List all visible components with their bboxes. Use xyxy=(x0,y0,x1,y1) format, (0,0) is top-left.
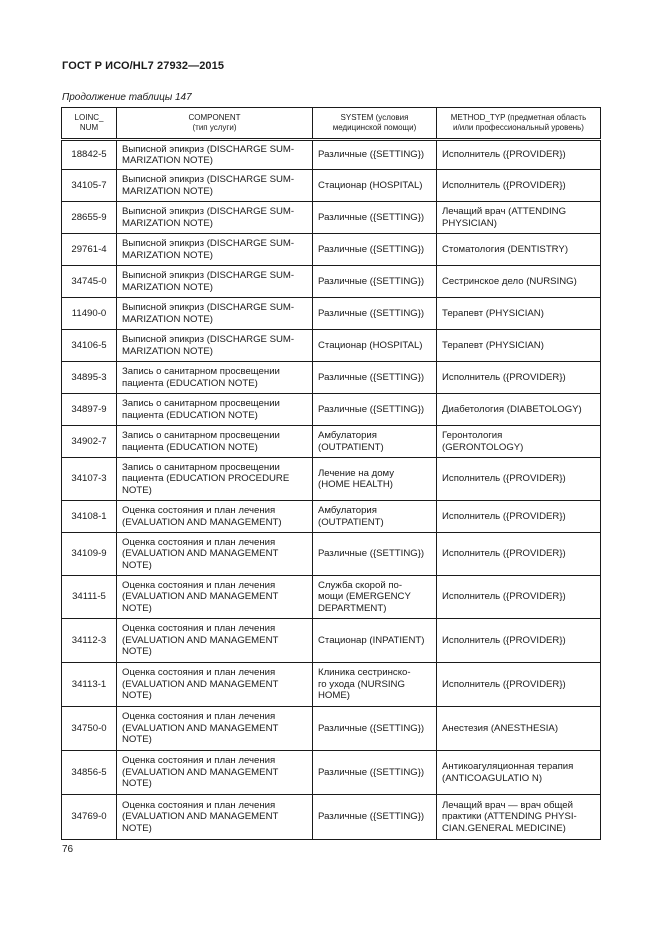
loinc-cell: 34902-7 xyxy=(62,426,117,458)
component-line: Запись о санитарном просвещении xyxy=(122,366,280,377)
method-cell xyxy=(437,362,601,394)
method-line: Геронтология xyxy=(442,430,503,441)
table-row xyxy=(62,619,601,663)
component-line: Оценка состояния и план лечения xyxy=(122,667,276,679)
component-cell xyxy=(117,751,313,795)
loinc-cell: 11490-0 xyxy=(62,298,117,330)
table-caption: Продолжение таблицы 147 xyxy=(62,92,192,103)
table-row xyxy=(62,202,601,234)
system-line: Различные ({SETTING}) xyxy=(318,722,425,734)
system-cell xyxy=(313,663,437,707)
method-line: PHYSICIAN) xyxy=(442,217,497,229)
component-line: Выписной эпикриз (DISCHARGE SUM- xyxy=(122,270,295,281)
method-line: Исполнитель ({PROVIDER}) xyxy=(442,473,566,485)
method-line: Терапевт (PHYSICIAN) xyxy=(442,307,544,319)
table-row xyxy=(62,330,601,362)
system-line: HOME) xyxy=(318,690,350,702)
component-cell xyxy=(117,663,313,707)
system-line: Различные ({SETTING}) xyxy=(318,548,425,560)
table-row xyxy=(62,298,601,330)
loinc-cell: 34897-9 xyxy=(62,394,117,426)
loinc-cell: 34856-5 xyxy=(62,751,117,795)
component-line: Выписной эпикриз (DISCHARGE SUM- xyxy=(122,302,295,313)
table-row xyxy=(62,707,601,751)
system-cell xyxy=(313,619,437,663)
system-cell xyxy=(313,426,437,458)
system-line: (OUTPATIENT) xyxy=(318,516,384,528)
system-line: Стационар (HOSPITAL) xyxy=(318,179,423,191)
method-cell xyxy=(437,202,601,234)
component-cell xyxy=(117,266,313,298)
component-cell xyxy=(117,501,313,533)
system-line: Стационар (INPATIENT) xyxy=(318,634,425,646)
component-line: Выписной эпикриз (DISCHARGE SUM- xyxy=(122,238,295,249)
loinc-cell: 18842-5 xyxy=(62,140,117,170)
component-cell xyxy=(117,330,313,362)
system-cell xyxy=(313,362,437,394)
component-line: MARIZATION NOTE) xyxy=(122,185,213,197)
component-cell xyxy=(117,394,313,426)
loinc-cell: 34769-0 xyxy=(62,795,117,840)
method-line: Стоматология (DENTISTRY) xyxy=(442,243,569,255)
component-cell xyxy=(117,533,313,576)
table-row xyxy=(62,795,601,840)
component-line: (EVALUATION AND MANAGEMENT xyxy=(122,766,279,778)
table-row xyxy=(62,234,601,266)
system-line: мощи (EMERGENCY xyxy=(318,591,411,603)
component-line: Оценка состояния и план лечения xyxy=(122,623,276,635)
method-cell xyxy=(437,576,601,619)
component-cell xyxy=(117,362,313,394)
table-row xyxy=(62,394,601,426)
loinc-cell: 34108-1 xyxy=(62,501,117,533)
component-cell xyxy=(117,458,313,501)
data-table xyxy=(61,107,601,840)
component-line: пациента (EDUCATION PROCEDURE xyxy=(122,473,290,485)
method-line: Лечащий врач — врач общей xyxy=(442,799,573,811)
component-line: MARIZATION NOTE) xyxy=(122,155,213,166)
table-header xyxy=(62,108,601,140)
table-row xyxy=(62,751,601,795)
system-line: Различные ({SETTING}) xyxy=(318,211,425,223)
method-line: Терапевт (PHYSICIAN) xyxy=(442,339,544,351)
component-line: (EVALUATION AND MANAGEMENT xyxy=(122,811,279,823)
component-cell xyxy=(117,426,313,458)
loinc-cell: 34745-0 xyxy=(62,266,117,298)
component-line: (EVALUATION AND MANAGEMENT xyxy=(122,634,279,646)
method-line: Сестринское дело (NURSING) xyxy=(442,275,577,287)
component-line: NOTE) xyxy=(122,690,152,702)
component-line: Выписной эпикриз (DISCHARGE SUM- xyxy=(122,174,295,185)
system-line: Различные ({SETTING}) xyxy=(318,275,425,287)
system-line: Лечение на дому xyxy=(318,467,395,479)
component-line: (EVALUATION AND MANAGEMENT xyxy=(122,722,279,734)
component-cell xyxy=(117,234,313,266)
component-line: Оценка состояния и план лечения xyxy=(122,536,276,548)
method-line: Исполнитель ({PROVIDER}) xyxy=(442,510,566,522)
method-cell xyxy=(437,298,601,330)
loinc-cell: 29761-4 xyxy=(62,234,117,266)
method-cell xyxy=(437,795,601,840)
column-header-component: COMPONENT (тип услуги) xyxy=(117,108,313,140)
system-line: Амбулатория xyxy=(318,505,377,516)
system-line: Амбулатория xyxy=(318,430,377,441)
table-row xyxy=(62,663,601,707)
component-cell xyxy=(117,707,313,751)
column-header-loinc: LOINC_ NUM xyxy=(62,108,117,140)
component-line: MARIZATION NOTE) xyxy=(122,281,213,293)
component-line: MARIZATION NOTE) xyxy=(122,249,213,261)
system-cell xyxy=(313,330,437,362)
system-cell xyxy=(313,751,437,795)
table-row xyxy=(62,426,601,458)
system-cell xyxy=(313,298,437,330)
component-line: Выписной эпикриз (DISCHARGE SUM- xyxy=(122,143,295,155)
table-row xyxy=(62,266,601,298)
table-row xyxy=(62,501,601,533)
system-line: DEPARTMENT) xyxy=(318,602,387,614)
header-row xyxy=(62,108,601,140)
page-number: 76 xyxy=(62,844,74,855)
system-line: Различные ({SETTING}) xyxy=(318,307,425,319)
component-cell xyxy=(117,619,313,663)
system-cell xyxy=(313,170,437,202)
table-row xyxy=(62,533,601,576)
method-line: Исполнитель ({PROVIDER}) xyxy=(442,634,566,646)
method-cell xyxy=(437,663,601,707)
system-cell xyxy=(313,576,437,619)
system-line: го ухода (NURSING xyxy=(318,678,405,690)
loinc-cell: 34107-3 xyxy=(62,458,117,501)
system-cell xyxy=(313,266,437,298)
system-line: Различные ({SETTING}) xyxy=(318,403,425,415)
system-line: Различные ({SETTING}) xyxy=(318,371,425,383)
component-line: NOTE) xyxy=(122,734,152,746)
component-line: Запись о санитарном просвещении xyxy=(122,430,280,441)
component-line: (EVALUATION AND MANAGEMENT xyxy=(122,678,279,690)
component-line: Запись о санитарном просвещении xyxy=(122,461,280,473)
component-line: Запись о санитарном просвещении xyxy=(122,398,280,409)
loinc-cell: 34111-5 xyxy=(62,576,117,619)
method-cell xyxy=(437,501,601,533)
method-line: практики (ATTENDING PHYSI- xyxy=(442,811,577,823)
system-line: Различные ({SETTING}) xyxy=(318,811,425,823)
component-line: Оценка состояния и план лечения xyxy=(122,755,276,767)
component-cell xyxy=(117,576,313,619)
loinc-cell: 34895-3 xyxy=(62,362,117,394)
loinc-cell: 34112-3 xyxy=(62,619,117,663)
method-cell xyxy=(437,533,601,576)
component-line: MARIZATION NOTE) xyxy=(122,217,213,229)
system-line: Различные ({SETTING}) xyxy=(318,243,425,255)
method-cell xyxy=(437,394,601,426)
component-line: NOTE) xyxy=(122,646,152,658)
table-row xyxy=(62,576,601,619)
method-line: (ANTICOAGULATIO N) xyxy=(442,772,543,784)
system-cell xyxy=(313,533,437,576)
component-line: Оценка состояния и план лечения xyxy=(122,799,276,811)
table-row xyxy=(62,362,601,394)
loinc-cell: 34750-0 xyxy=(62,707,117,751)
component-line: Оценка состояния и план лечения xyxy=(122,711,276,723)
component-line: (EVALUATION AND MANAGEMENT xyxy=(122,548,279,560)
system-line: Различные ({SETTING}) xyxy=(318,149,425,161)
component-cell xyxy=(117,202,313,234)
system-cell xyxy=(313,795,437,840)
system-cell xyxy=(313,458,437,501)
component-line: пациента (EDUCATION NOTE) xyxy=(122,441,258,453)
component-cell xyxy=(117,170,313,202)
method-cell xyxy=(437,458,601,501)
column-header-method: METHOD_TYP (предметная область и/или профессиональный уровень) xyxy=(437,108,601,140)
table-row xyxy=(62,170,601,202)
method-line: (GERONTOLOGY) xyxy=(442,441,524,453)
method-line: CIAN.GENERAL MEDICINE) xyxy=(442,822,566,834)
method-cell xyxy=(437,619,601,663)
table-row xyxy=(62,140,601,170)
system-line: Стационар (HOSPITAL) xyxy=(318,339,423,351)
table-body xyxy=(62,140,601,840)
component-line: NOTE) xyxy=(122,484,152,496)
component-line: Оценка состояния и план лечения xyxy=(122,505,276,516)
component-line: пациента (EDUCATION NOTE) xyxy=(122,377,258,389)
method-cell xyxy=(437,330,601,362)
method-line: Исполнитель ({PROVIDER}) xyxy=(442,591,566,603)
system-line: (HOME HEALTH) xyxy=(318,479,393,490)
loinc-cell: 34113-1 xyxy=(62,663,117,707)
loinc-cell: 34105-7 xyxy=(62,170,117,202)
loinc-cell: 34109-9 xyxy=(62,533,117,576)
component-line: NOTE) xyxy=(122,559,152,571)
method-cell xyxy=(437,426,601,458)
system-line: Служба скорой по- xyxy=(318,579,403,591)
method-cell xyxy=(437,266,601,298)
system-cell xyxy=(313,140,437,170)
component-cell xyxy=(117,298,313,330)
system-cell xyxy=(313,234,437,266)
component-line: NOTE) xyxy=(122,822,152,834)
method-line: Исполнитель ({PROVIDER}) xyxy=(442,149,566,161)
column-header-system: SYSTEM (условия медицинской помощи) xyxy=(313,108,437,140)
method-cell xyxy=(437,140,601,170)
method-cell xyxy=(437,707,601,751)
method-line: Лечащий врач (ATTENDING xyxy=(442,206,567,217)
component-cell xyxy=(117,795,313,840)
component-line: (EVALUATION AND MANAGEMENT) xyxy=(122,516,282,528)
table-row xyxy=(62,458,601,501)
loinc-cell: 28655-9 xyxy=(62,202,117,234)
component-line: MARIZATION NOTE) xyxy=(122,313,213,325)
system-line: Клиника сестринско- xyxy=(318,667,411,679)
system-cell xyxy=(313,202,437,234)
system-line: (OUTPATIENT) xyxy=(318,441,384,453)
method-cell xyxy=(437,751,601,795)
method-line: Исполнитель ({PROVIDER}) xyxy=(442,179,566,191)
method-cell xyxy=(437,170,601,202)
component-line: NOTE) xyxy=(122,778,152,790)
system-cell xyxy=(313,394,437,426)
system-cell xyxy=(313,707,437,751)
component-line: пациента (EDUCATION NOTE) xyxy=(122,409,258,421)
method-line: Антикоагуляционная терапия xyxy=(442,761,574,772)
component-line: Оценка состояния и план лечения xyxy=(122,579,276,591)
method-line: Исполнитель ({PROVIDER}) xyxy=(442,548,566,560)
method-cell xyxy=(437,234,601,266)
component-line: NOTE) xyxy=(122,602,152,614)
method-line: Анестезия (ANESTHESIA) xyxy=(442,722,559,734)
component-line: (EVALUATION AND MANAGEMENT xyxy=(122,591,279,603)
component-line: MARIZATION NOTE) xyxy=(122,345,213,357)
component-line: Выписной эпикриз (DISCHARGE SUM- xyxy=(122,334,295,345)
method-line: Исполнитель ({PROVIDER}) xyxy=(442,678,566,690)
component-cell xyxy=(117,140,313,170)
system-line: Различные ({SETTING}) xyxy=(318,766,425,778)
document-title: ГОСТ Р ИСО/HL7 27932—2015 xyxy=(62,60,225,72)
method-line: Исполнитель ({PROVIDER}) xyxy=(442,371,566,383)
system-cell xyxy=(313,501,437,533)
loinc-cell: 34106-5 xyxy=(62,330,117,362)
method-line: Диабетология (DIABETOLOGY) xyxy=(442,403,582,415)
component-line: Выписной эпикриз (DISCHARGE SUM- xyxy=(122,206,295,217)
